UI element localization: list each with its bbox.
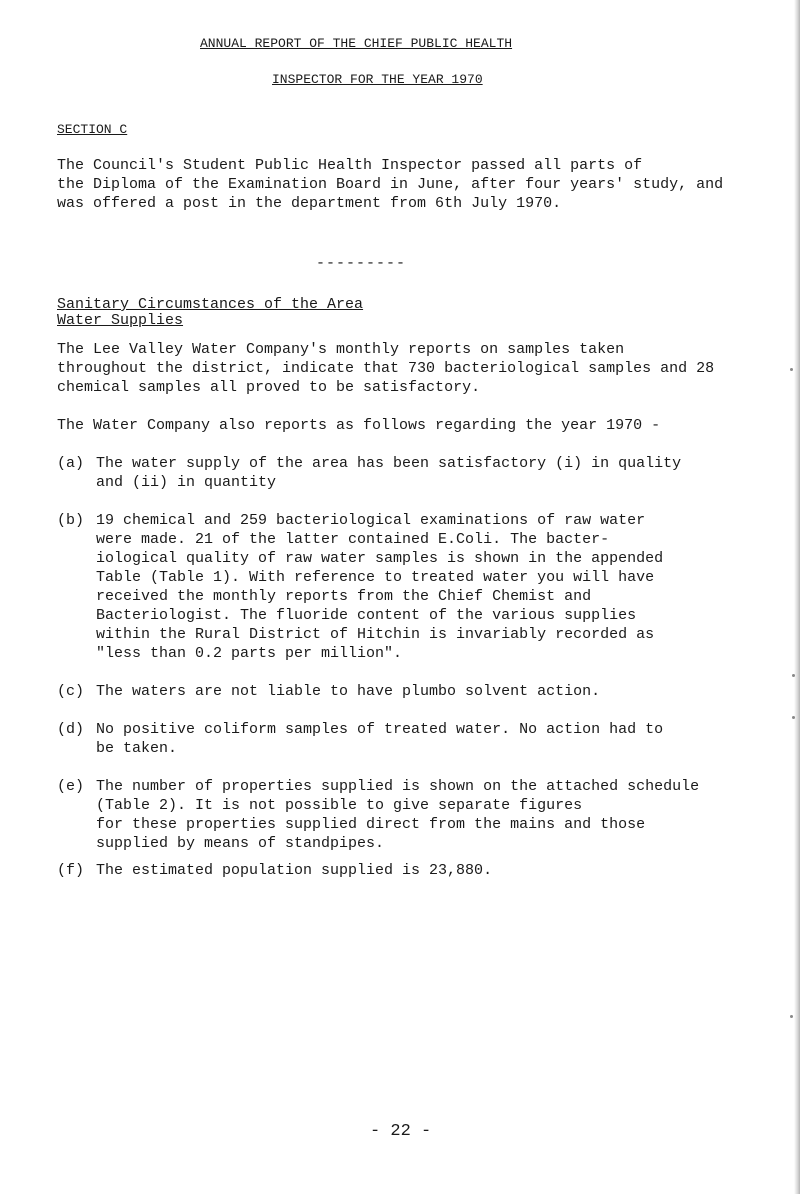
item-b-line: iological quality of raw water samples is shown in the appended [96,550,664,567]
item-c-line: The waters are not liable to have plumbo solvent action. [96,683,601,700]
report-title-line2: INSPECTOR FOR THE YEAR 1970 [272,72,483,87]
item-b-line: within the Rural District of Hitchin is invariably recorded as [96,626,655,643]
item-label-b: (b) [57,512,85,529]
scan-speck [792,674,795,677]
item-label-e: (e) [57,778,85,795]
report-title-line1: ANNUAL REPORT OF THE CHIEF PUBLIC HEALTH [200,36,513,51]
item-e-line: supplied by means of standpipes. [96,835,385,852]
item-label-c: (c) [57,683,85,700]
intro-line: the Diploma of the Examination Board in June, after four years' study, and [57,176,724,193]
item-b-line: Bacteriologist. The fluoride content of the various supplies [96,607,637,624]
item-e-line: The number of properties supplied is shown on the attached schedule [96,778,700,795]
item-e-line: (Table 2). It is not possible to give separate figures [96,797,583,814]
intro-line: The Council's Student Public Health Inspector passed all parts of [57,157,643,174]
item-e-line: for these properties supplied direct from the mains and those [96,816,646,833]
item-label-d: (d) [57,721,85,738]
item-a-line: and (ii) in quantity [96,474,277,491]
separator-dashes: --------- [316,255,407,272]
scan-speck [790,368,793,371]
scan-speck [792,716,795,719]
item-b-line: Table (Table 1). With reference to treated water you will have [96,569,655,586]
item-b-line: "less than 0.2 parts per million". [96,645,403,662]
item-b-line: 19 chemical and 259 bacteriological examinations of raw water [96,512,646,529]
para1-line: chemical samples all proved to be satisfactory. [57,379,481,396]
item-label-f: (f) [57,862,85,879]
para1-line: throughout the district, indicate that 730 bacteriological samples and 28 [57,360,715,377]
item-a-line: The water supply of the area has been satisfactory (i) in quality [96,455,682,472]
item-b-line: received the monthly reports from the Chief Chemist and [96,588,592,605]
page-number: - 22 - [370,1122,432,1141]
water-supplies-subheading: Water Supplies [57,312,184,329]
intro-line: was offered a post in the department from 6th July 1970. [57,195,562,212]
item-label-a: (a) [57,455,85,472]
item-d-line: be taken. [96,740,178,757]
section-heading: SECTION C [57,122,128,137]
item-d-line: No positive coliform samples of treated water. No action had to [96,721,664,738]
para2-line: The Water Company also reports as follows regarding the year 1970 - [57,417,661,434]
para1-line: The Lee Valley Water Company's monthly reports on samples taken [57,341,625,358]
scan-speck [790,1015,793,1018]
item-f-line: The estimated population supplied is 23,880. [96,862,493,879]
sanitary-heading: Sanitary Circumstances of the Area [57,296,364,313]
scanned-page-edge [794,0,800,1194]
item-b-line: were made. 21 of the latter contained E.Coli. The bacter- [96,531,610,548]
